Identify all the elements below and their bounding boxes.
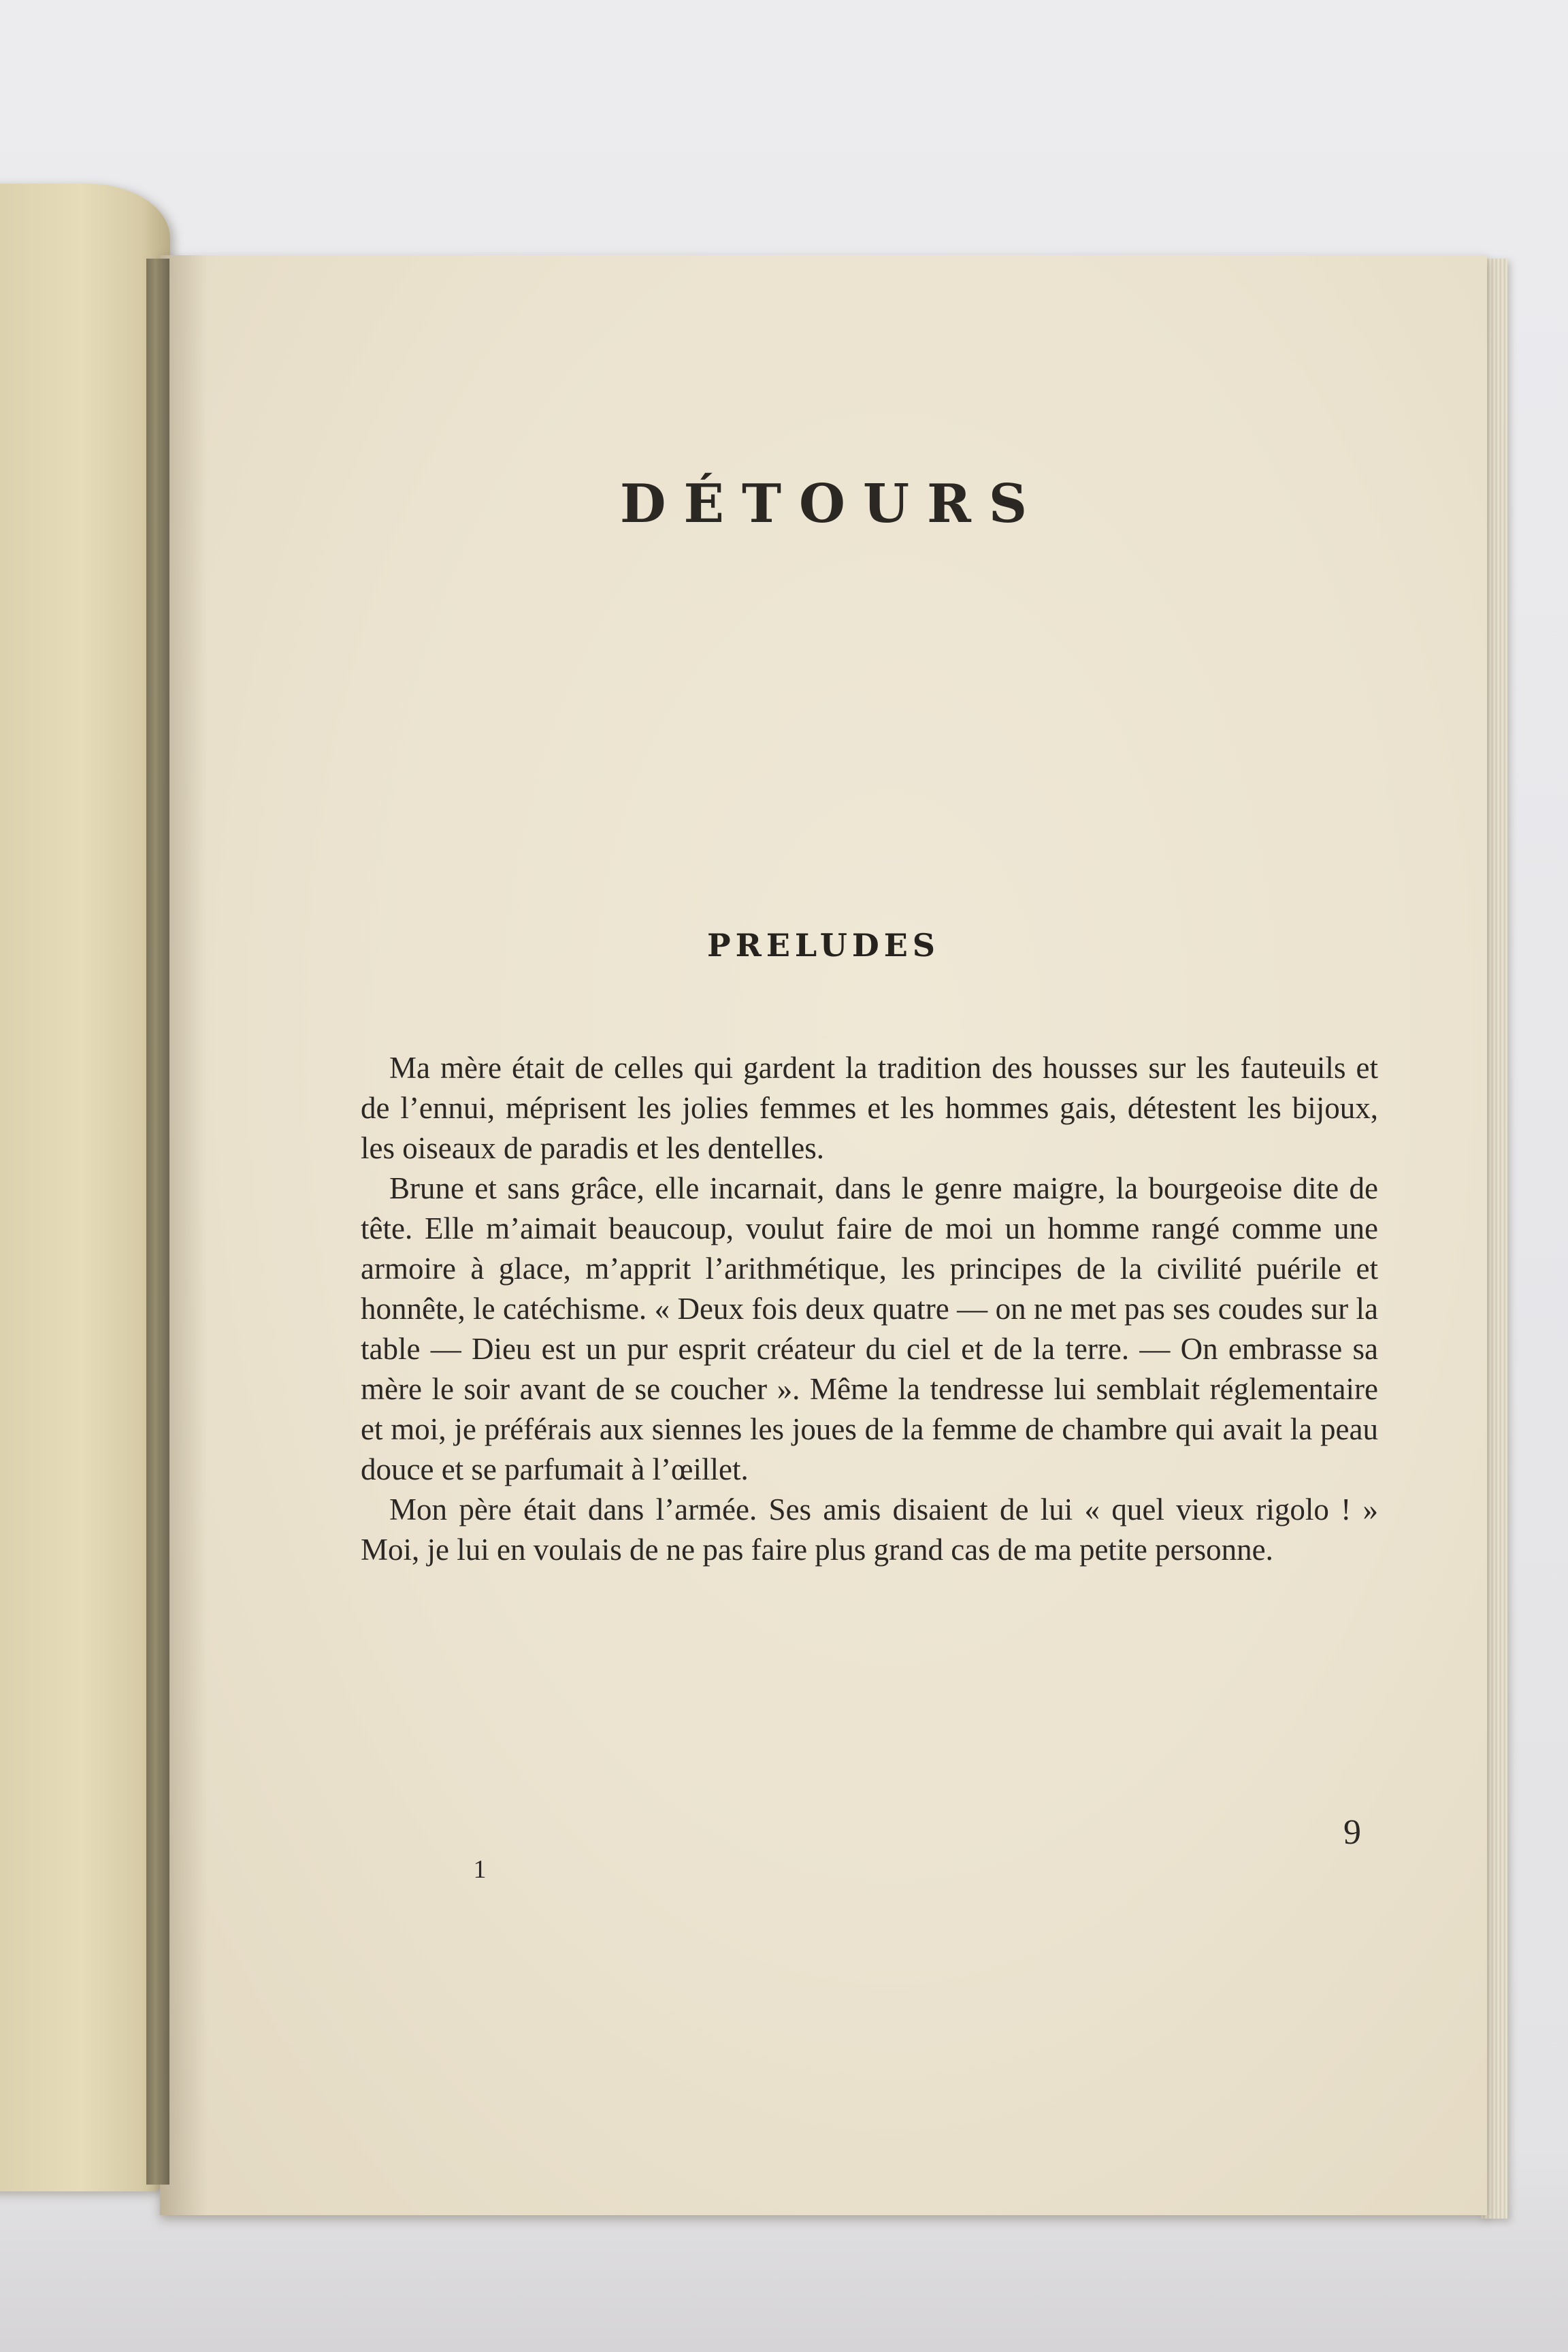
paragraph: Ma mère était de celles qui gardent la tradition des housses sur les fauteuils et de l’ennui, méprisent les jolies femmes et les hommes gais, détestent les bijoux, les oiseaux de paradis et les dentelles. xyxy=(361,1051,1378,1165)
paragraph: Brune et sans grâce, elle incarnait, dans le genre maigre, la bourgeoise dite de tête. Elle m’aimait beaucoup, voulut faire de moi un homme rangé comme une armoire à glace, m’apprit l’arithmétique, les principes de la civilité puérile et honnête, le catéchisme. « Deux fois deux quatre — on ne met pas ses coudes sur la table — Dieu est un pur esprit créateur du ciel et de la terre. — On embrasse sa mère le soir avant de se coucher ». Même la tendresse lui semblait réglementaire et moi, je préférais aux siennes les joues de la femme de chambre qui avait la peau douce et se parfumait à l’œillet. xyxy=(361,1171,1378,1486)
signature-mark: 1 xyxy=(473,1855,487,1884)
left-facing-page xyxy=(0,184,170,2191)
book-page xyxy=(160,255,1487,2215)
body-text xyxy=(361,1048,1378,1570)
book-title: DÉTOURS xyxy=(619,473,1045,535)
book-gutter xyxy=(146,259,169,2185)
chapter-title: PRELUDES xyxy=(707,927,940,964)
paragraph: Mon père était dans l’armée. Ses amis disaient de lui « quel vieux rigolo ! » Moi, je lui en voulais de ne pas faire plus grand cas de ma petite personne. xyxy=(361,1492,1378,1567)
page-number: 9 xyxy=(1343,1813,1361,1852)
